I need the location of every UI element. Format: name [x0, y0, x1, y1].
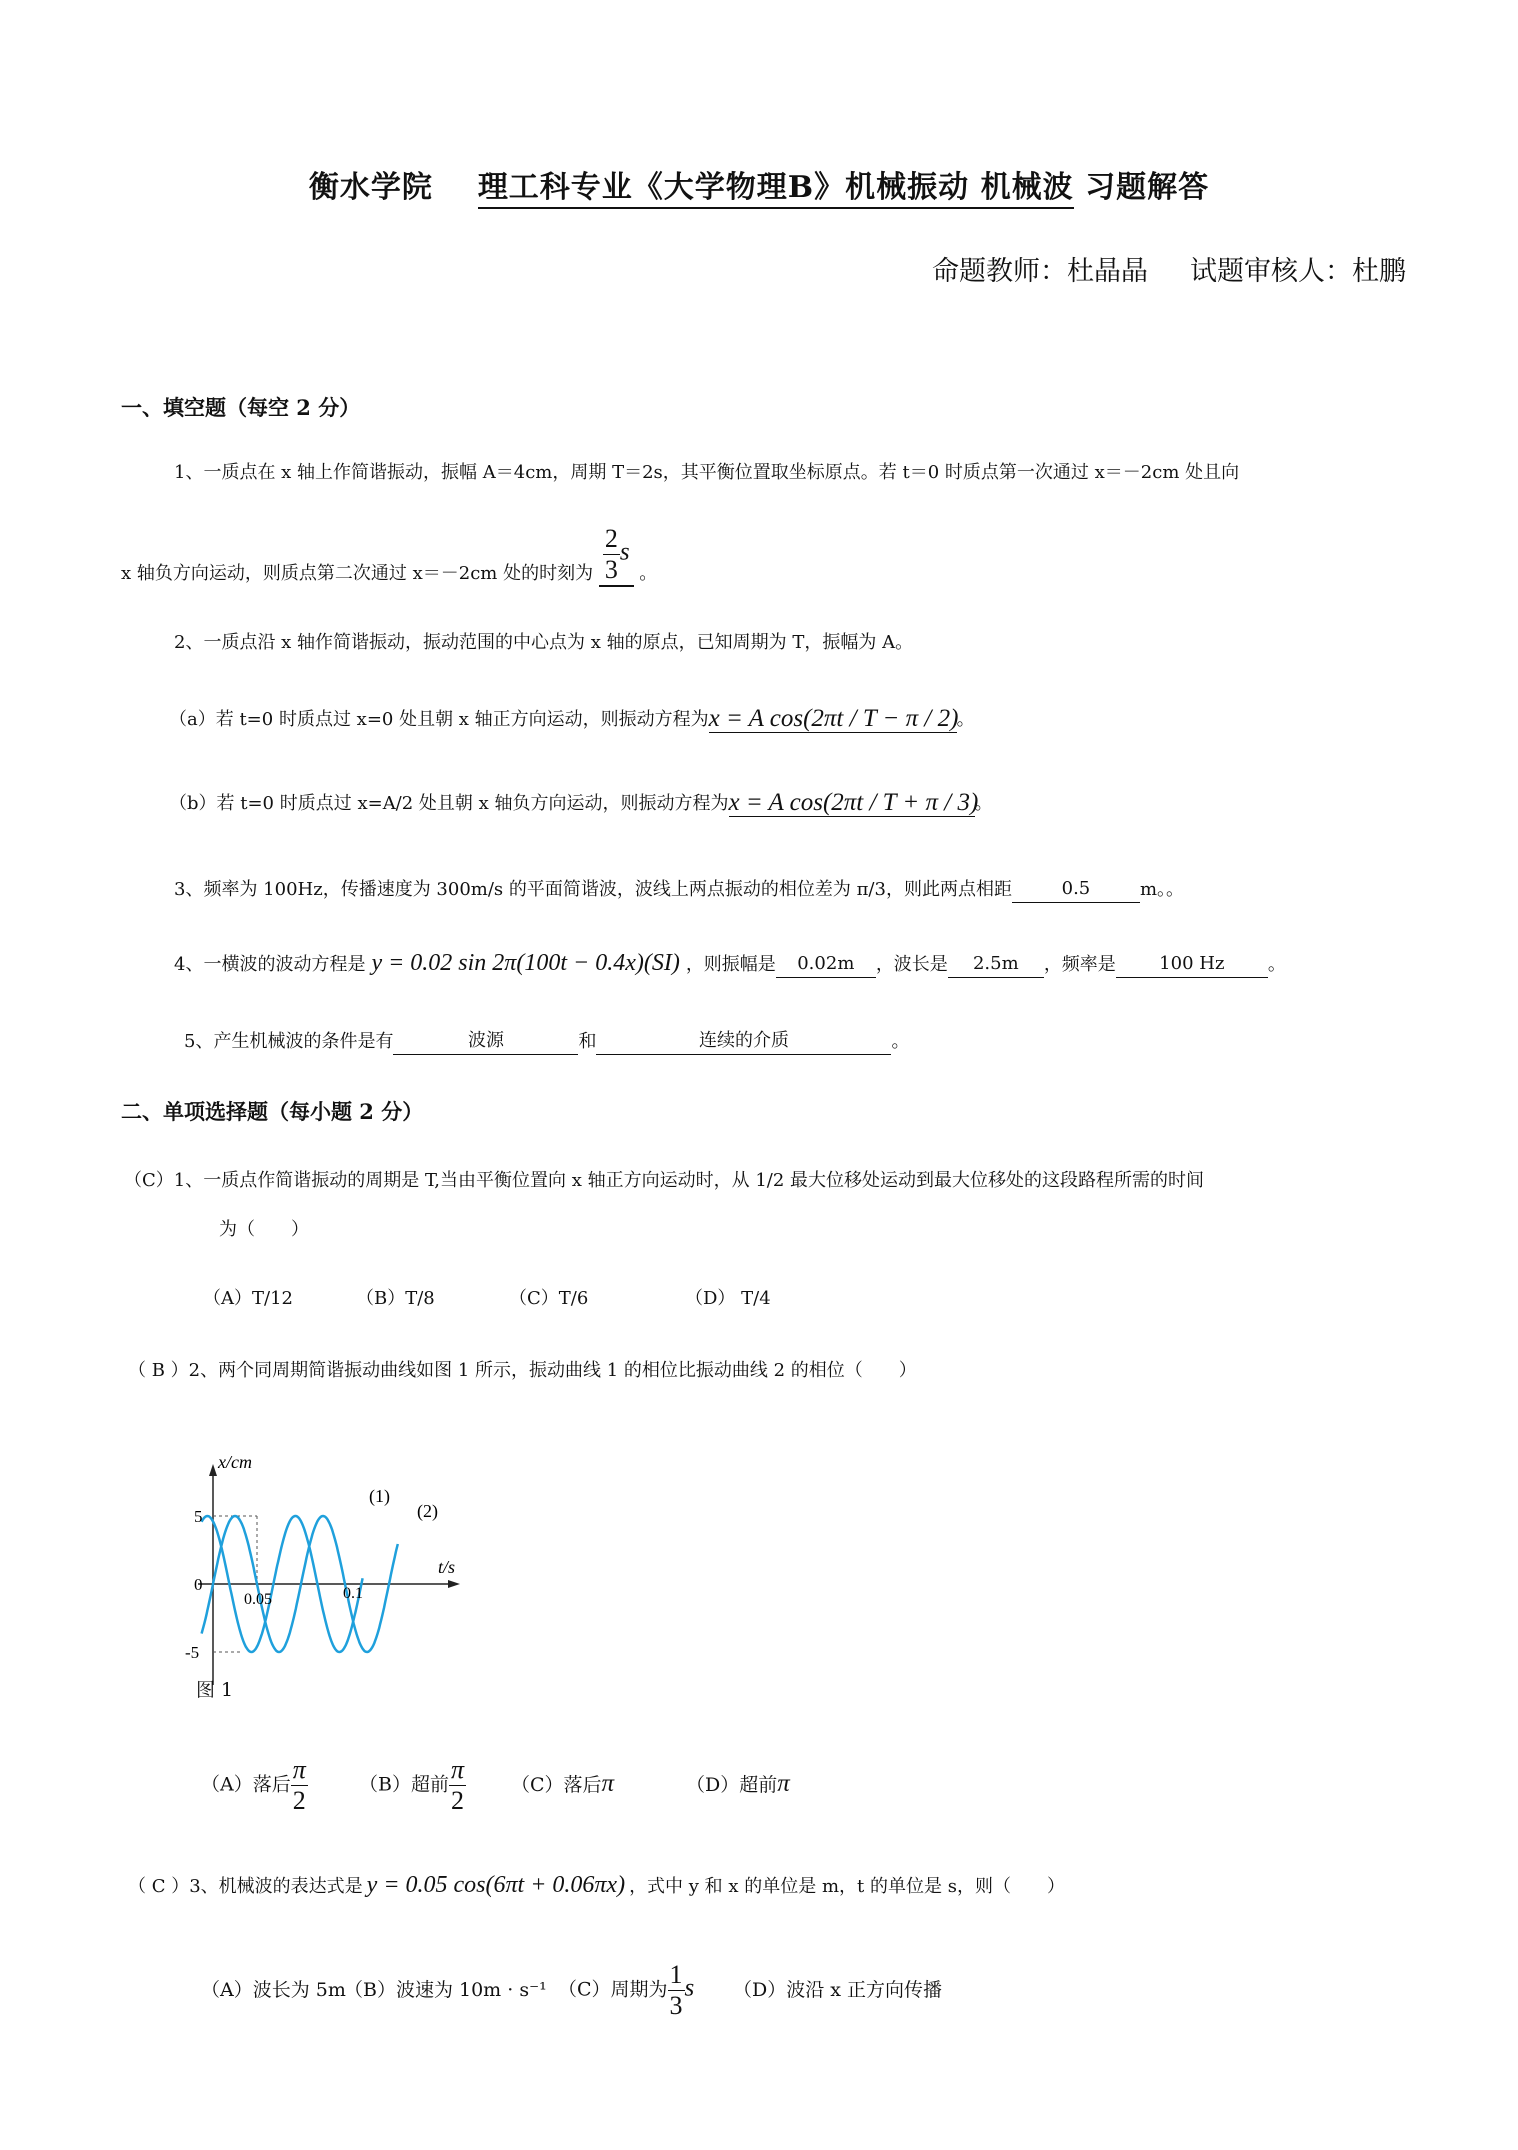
q1-line2-text: x 轴负方向运动，则质点第二次通过 x＝－2cm 处的时刻为	[121, 563, 594, 584]
reviewer-name: 试题审核人：杜鹏	[1190, 256, 1406, 287]
mc3-equation: y = 0.05 cos(6πt + 0.06πx)	[366, 1872, 626, 1898]
section2-title: 二、单项选择题（每小题 2 分）	[121, 1099, 424, 1124]
mc2-option-b-den: 2	[449, 1785, 466, 1816]
mc3-option-d: （D）波沿 x 正方向传播	[733, 1978, 943, 2001]
title-suffix: 习题解答	[1085, 170, 1210, 205]
q5-text: 5、产生机械波的条件是有	[184, 1031, 394, 1052]
mc3-option-c-text: （C）周期为	[558, 1978, 668, 2001]
q4-frequency: 100 Hz	[1116, 951, 1268, 978]
mc3-option-a: （A）波长为 5m	[201, 1978, 346, 2001]
q2b-end: 。	[974, 793, 993, 814]
mc1-option-b: （B）T/8	[356, 1288, 435, 1309]
q4-mid3: ，频率是	[1043, 954, 1116, 975]
document-title	[0, 162, 1518, 206]
q3-line	[174, 876, 1184, 903]
x-axis-arrow	[448, 1580, 460, 1588]
q4-mid1: ，则振幅是	[685, 954, 776, 975]
q2a-text: （a）若 t=0 时质点过 x=0 处且朝 x 轴正方向运动，则振动方程为	[169, 709, 709, 730]
x-tick-01: 0.1	[343, 1585, 363, 1602]
q2a-line	[169, 706, 975, 733]
mc2-option-a-den: 2	[291, 1785, 308, 1816]
y-axis-arrow	[209, 1464, 217, 1476]
mc1-option-a: （A）T/12	[203, 1288, 293, 1309]
author-line	[932, 249, 1406, 288]
q1-end: 。	[639, 563, 658, 584]
mc3-option-c-fraction	[668, 1960, 685, 2021]
q5-answer2: 连续的介质	[596, 1028, 891, 1055]
q1-line2	[121, 524, 657, 587]
q4-amplitude: 0.02m	[776, 951, 876, 978]
q2b-answer	[728, 789, 979, 817]
mc3-text: （ C ）3、机械波的表达式是	[128, 1876, 363, 1897]
q2b-answer-text: x = A cos(2πt / T + π / 3)	[728, 789, 979, 816]
mc2-option-c	[511, 1771, 686, 1798]
q4-mid2: ，波长是	[875, 954, 948, 975]
mc3-option-c	[558, 1960, 733, 2021]
mc2-option-b-text: （B）超前	[359, 1773, 449, 1796]
x-axis-label: t/s	[438, 1557, 456, 1577]
mc2-option-b	[359, 1755, 511, 1816]
q2a-answer	[709, 706, 957, 733]
q1-answer-unit: s	[619, 538, 630, 566]
q2-stem: 2、一质点沿 x 轴作简谐振动，振动范围的中心点为 x 轴的原点，已知周期为 T，振幅为 A。	[174, 632, 914, 653]
figure-caption: 图 1	[196, 1679, 234, 1701]
mc2-options	[201, 1755, 790, 1816]
y-tick-minus5: -5	[185, 1643, 200, 1662]
mc1-option-d: （D） T/4	[685, 1288, 771, 1309]
mc3-option-c-num: 1	[669, 1960, 683, 1989]
mc2-option-c-pi: π	[601, 1769, 615, 1797]
mc2-option-a-num: π	[292, 1755, 306, 1784]
q1-answer-numerator: 2	[604, 524, 618, 553]
course-name: 理工科专业《大学物理B》机械振动 机械波	[478, 170, 1074, 209]
q4-end: 。	[1267, 954, 1286, 975]
mc2-option-a-text: （A）落后	[201, 1773, 291, 1796]
x-tick-005: 0.05	[244, 1591, 272, 1608]
q4-equation: y = 0.02 sin 2π(100t − 0.4x)(SI)	[371, 950, 680, 976]
q2b-line	[169, 790, 993, 817]
q4-line	[174, 950, 1286, 978]
mc1-option-c: （C）T/6	[509, 1288, 589, 1309]
q3-answer: 0.5	[1012, 876, 1140, 903]
q1-answer-fraction	[603, 524, 620, 585]
q2a-answer-text: x = A cos(2πt / T − π / 2)	[708, 705, 959, 732]
mc2-option-d-text: （D）超前	[686, 1773, 778, 1796]
school-name: 衡水学院	[308, 170, 433, 205]
mc2-option-d	[686, 1771, 790, 1798]
mc3-post: ，式中 y 和 x 的单位是 m，t 的单位是 s，则（ ）	[629, 1876, 1065, 1897]
q5-answer1: 波源	[393, 1028, 578, 1055]
q4-wavelength: 2.5m	[948, 951, 1044, 978]
q4-text: 4、一横波的波动方程是	[174, 954, 366, 975]
mc2-line: （ B ）2、两个同周期简谐振动曲线如图 1 所示，振动曲线 1 的相位比振动曲线 2 的相位（ ）	[128, 1360, 917, 1381]
section1-title: 一、填空题（每空 2 分）	[121, 395, 361, 420]
mc3-options	[201, 1960, 942, 2021]
q5-line	[184, 1028, 909, 1055]
q3-text: 3、频率为 100Hz，传播速度为 300m/s 的平面简谐波，波线上两点振动的相位差为 π/3，则此两点相距	[174, 879, 1012, 900]
q2a-end: 。	[956, 709, 975, 730]
q1-answer-denominator: 3	[604, 555, 618, 584]
q5-mid: 和	[578, 1031, 597, 1052]
y-axis-label: x/cm	[218, 1452, 252, 1472]
mc3-line	[128, 1872, 1065, 1900]
mc1-line1: （C）1、一质点作简谐振动的周期是 T,当由平衡位置向 x 轴正方向运动时，从 1/2 最大位移处运动到最大位移处的这段路程所需的时间	[124, 1170, 1205, 1191]
teacher-name: 命题教师：杜晶晶	[932, 256, 1148, 287]
mc2-option-b-fraction	[449, 1755, 466, 1816]
q1-line1: 1、一质点在 x 轴上作简谐振动，振幅 A＝4cm，周期 T＝2s，其平衡位置取坐标原点。若 t＝0 时质点第一次通过 x＝－2cm 处且向	[174, 462, 1240, 483]
curve-1-label: (1)	[369, 1486, 390, 1506]
y-tick-5: 5	[194, 1507, 203, 1526]
mc3-option-c-unit: s	[684, 1974, 695, 2002]
q2b-text: （b）若 t=0 时质点过 x=A/2 处且朝 x 轴负方向运动，则振动方程为	[169, 793, 729, 814]
mc1-options	[203, 1286, 771, 1312]
mc2-option-b-num: π	[450, 1755, 464, 1784]
q3-end: m。。	[1139, 879, 1185, 900]
mc1-line2: 为（ ）	[219, 1219, 309, 1240]
mc2-option-a	[201, 1755, 359, 1816]
mc2-option-d-pi: π	[777, 1769, 790, 1797]
mc3-option-b: （B）波速为 10m · s⁻¹	[344, 1978, 547, 2001]
mc3-option-c-den: 3	[669, 1991, 683, 2020]
curve-2-label: (2)	[417, 1501, 438, 1521]
q5-end: 。	[891, 1031, 910, 1052]
mc2-option-a-fraction	[291, 1755, 308, 1816]
q1-answer-blank	[599, 524, 634, 587]
mc2-option-c-text: （C）落后	[511, 1773, 602, 1796]
y-tick-0: 0	[194, 1575, 203, 1594]
